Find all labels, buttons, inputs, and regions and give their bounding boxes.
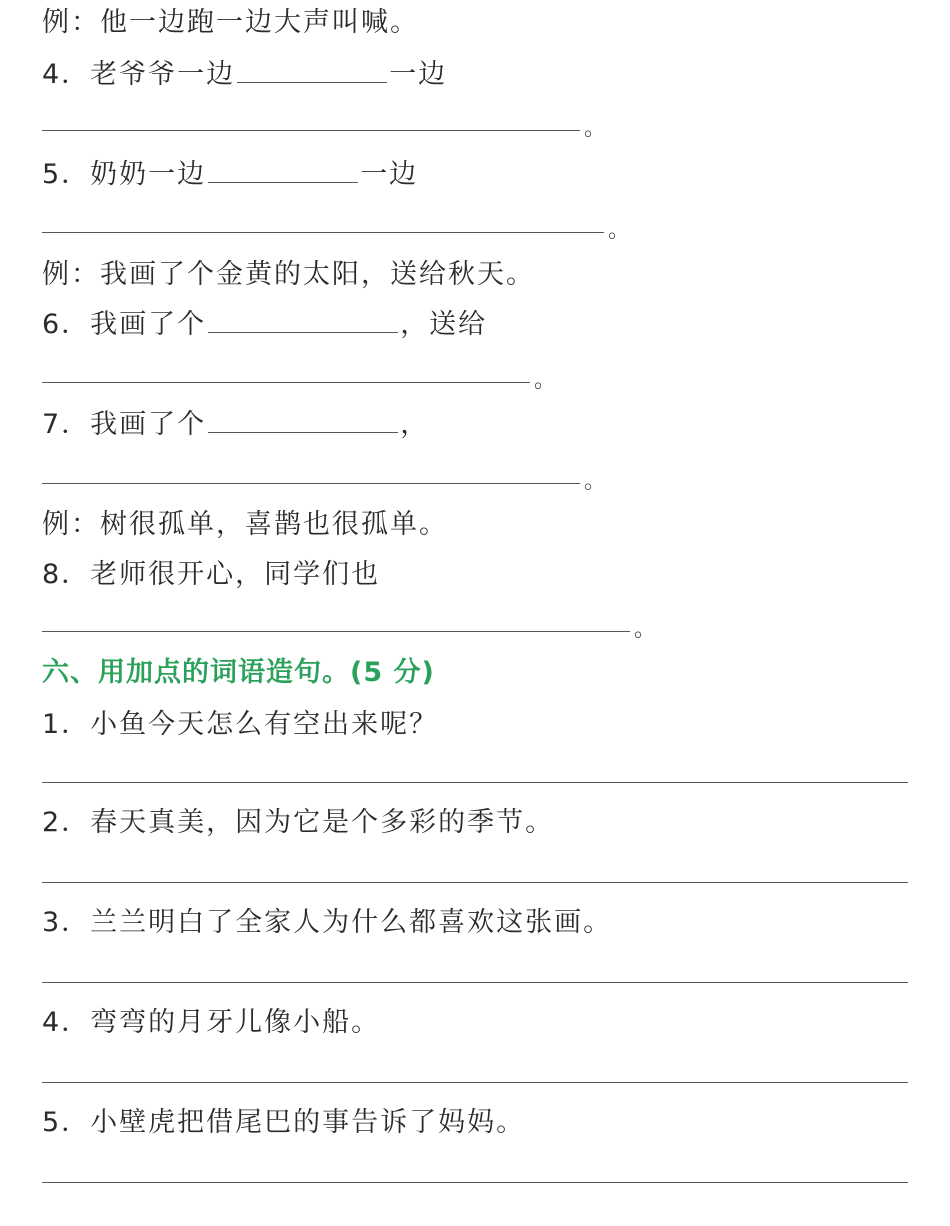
answer-line[interactable] <box>42 130 580 131</box>
answer-line[interactable] <box>42 631 630 632</box>
answer-line[interactable] <box>42 782 908 783</box>
example-sentence: 例：我画了个金黄的太阳，送给秋天。 <box>42 259 535 290</box>
question-6-mid: ，送给 <box>400 309 488 340</box>
question-7 <box>42 408 429 442</box>
answer-blank[interactable] <box>237 81 387 83</box>
period-mark: 。 <box>584 469 607 494</box>
answer-line[interactable] <box>42 232 604 233</box>
sentence-item-5: 5．小壁虎把借尾巴的事告诉了妈妈。 <box>42 1107 526 1138</box>
answer-blank[interactable] <box>208 331 398 333</box>
question-5-start: 5．奶奶一边 <box>42 159 207 190</box>
question-8: 8．老师很开心，同学们也 <box>42 559 381 590</box>
period-mark: 。 <box>634 617 657 642</box>
question-6 <box>42 308 487 342</box>
question-6-start: 6．我画了个 <box>42 309 207 340</box>
example-sentence: 例：他一边跑一边大声叫喊。 <box>42 7 419 38</box>
answer-blank[interactable] <box>208 431 398 433</box>
answer-line[interactable] <box>42 382 530 383</box>
question-5 <box>42 158 418 192</box>
answer-line[interactable] <box>42 982 908 983</box>
sentence-item-3: 3．兰兰明白了全家人为什么都喜欢这张画。 <box>42 907 613 938</box>
question-4-mid: 一边 <box>389 59 448 90</box>
sentence-item-1: 1．小鱼今天怎么有空出来呢？ <box>42 709 439 740</box>
answer-line[interactable] <box>42 882 908 883</box>
example-sentence: 例：树很孤单，喜鹊也很孤单。 <box>42 509 448 540</box>
answer-line[interactable] <box>42 1082 908 1083</box>
answer-line[interactable] <box>42 1182 908 1183</box>
question-5-mid: 一边 <box>360 159 419 190</box>
period-mark: 。 <box>534 368 557 393</box>
question-4 <box>42 58 447 92</box>
period-mark: 。 <box>584 116 607 141</box>
sentence-item-2: 2．春天真美，因为它是个多彩的季节。 <box>42 807 555 838</box>
question-7-mid: ， <box>400 409 430 440</box>
question-4-start: 4．老爷爷一边 <box>42 59 236 90</box>
answer-line[interactable] <box>42 483 580 484</box>
answer-blank[interactable] <box>208 181 358 183</box>
section-title: 六、用加点的词语造句。(5 分) <box>42 657 435 688</box>
period-mark: 。 <box>608 218 631 243</box>
sentence-item-4: 4．弯弯的月牙儿像小船。 <box>42 1007 381 1038</box>
question-7-start: 7．我画了个 <box>42 409 207 440</box>
